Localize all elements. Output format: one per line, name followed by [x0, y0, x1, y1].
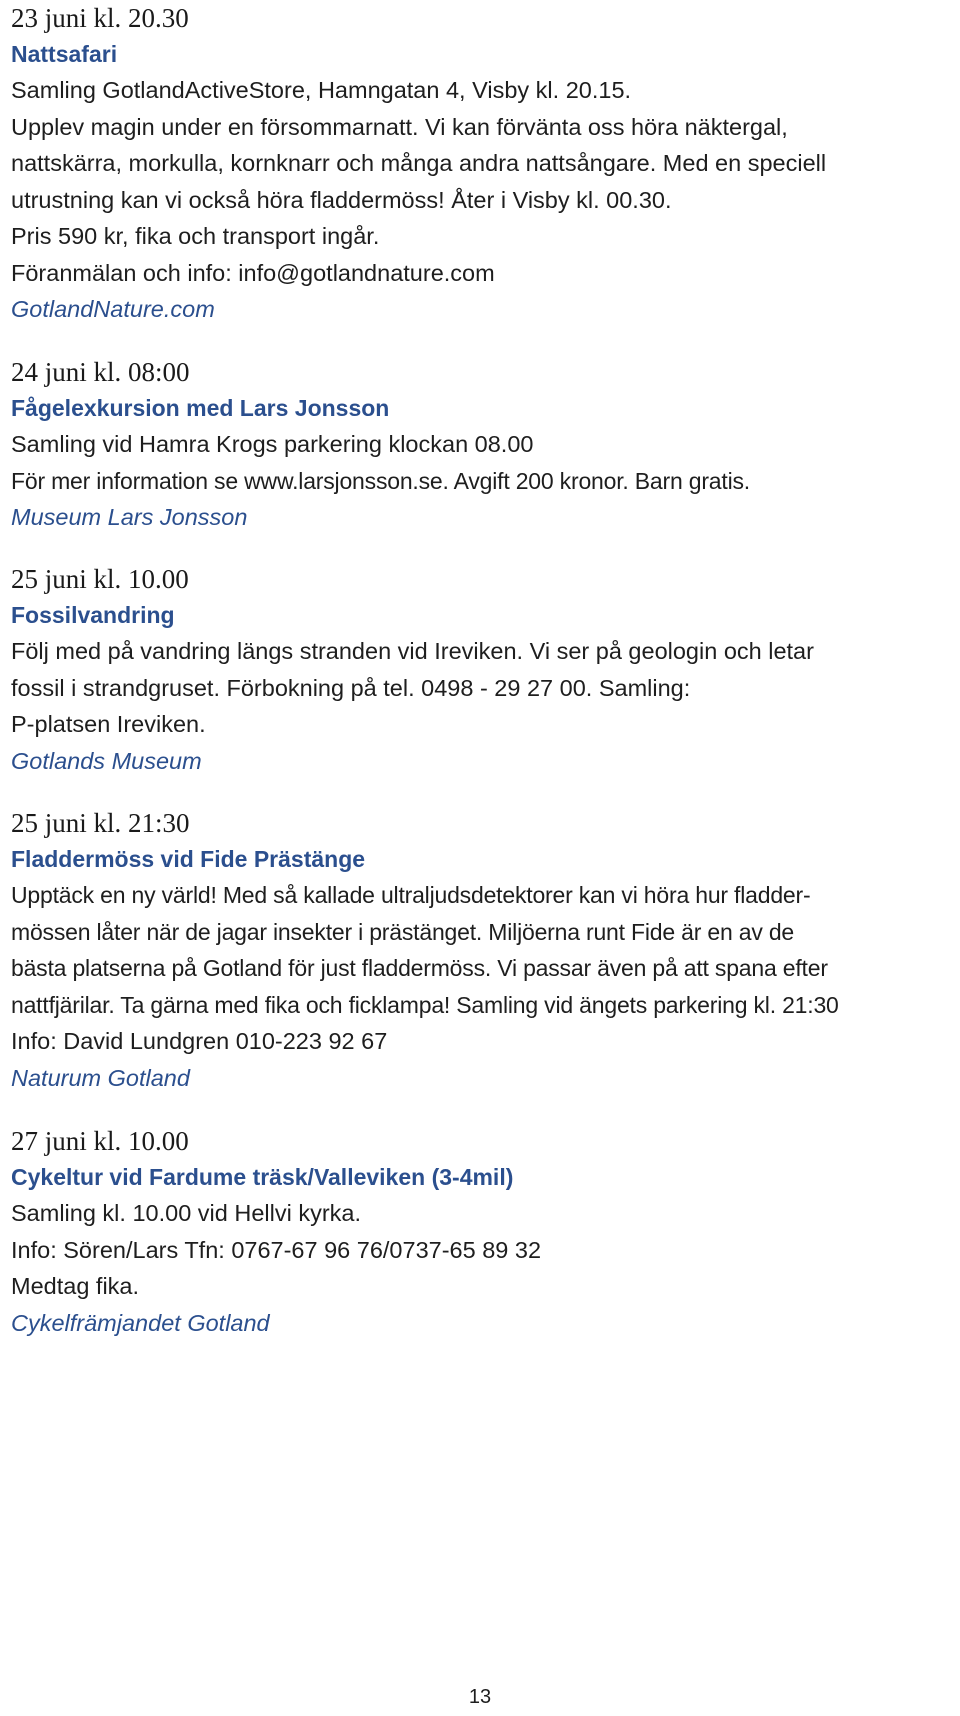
event-date: 25 juni kl. 21:30 — [11, 808, 190, 838]
event-date: 23 juni kl. 20.30 — [11, 3, 189, 33]
event-title: Fossilvandring — [11, 602, 175, 628]
event-fossilvandring — [11, 561, 814, 779]
event-organizer: Gotlands Museum — [11, 747, 202, 774]
event-text-line: Samling vid Hamra Krogs parkering klockan 08.00 — [11, 431, 534, 457]
event-organizer: Museum Lars Jonsson — [11, 504, 248, 530]
event-date: 25 juni kl. 10.00 — [11, 564, 189, 594]
event-text-line: Föranmälan och info: info@gotlandnature.com — [11, 259, 495, 286]
event-fagelexkursion — [11, 354, 750, 535]
event-title: Nattsafari — [11, 41, 118, 67]
event-text-line: Samling GotlandActiveStore, Hamngatan 4, Visby kl. 20.15. — [11, 77, 632, 103]
event-text-line: Pris 590 kr, fika och transport ingår. — [11, 223, 380, 249]
event-text-line: Info: David Lundgren 010-223 92 67 — [11, 1028, 388, 1054]
page-number: 13 — [468, 1686, 492, 1708]
event-text-line: Upplev magin under en försommarnatt. Vi kan förvänta oss höra näktergal, — [11, 113, 788, 140]
event-cykeltur — [11, 1123, 541, 1341]
event-text-line: Upptäck en ny värld! Med så kallade ultraljudsdetektorer kan vi höra hur fladder- — [11, 882, 811, 908]
event-nattsafari — [11, 0, 826, 327]
event-text-line: nattskärra, morkulla, kornknarr och många andra nattsångare. Med en speciell — [11, 150, 827, 176]
event-text-line: Info: Sören/Lars Tfn: 0767-67 96 76/0737-65 89 32 — [11, 1236, 542, 1263]
event-organizer: Naturum Gotland — [11, 1064, 190, 1091]
event-title: Fågelexkursion med Lars Jonsson — [11, 395, 390, 421]
event-text-line: Samling kl. 10.00 vid Hellvi kyrka. — [11, 1200, 362, 1226]
event-text-line: P-platsen Ireviken. — [11, 711, 206, 737]
event-organizer: Cykelfrämjandet Gotland — [11, 1309, 270, 1336]
event-organizer: GotlandNature.com — [11, 296, 215, 322]
event-title: Cykeltur vid Fardume träsk/Valleviken (3-4mil) — [11, 1164, 514, 1190]
event-text-line: utrustning kan vi också höra fladdermöss! Åter i Visby kl. 00.30. — [11, 186, 672, 213]
event-text-line: Medtag fika. — [11, 1273, 140, 1299]
event-text-line: nattfjärilar. Ta gärna med fika och ficklampa! Samling vid ängets parkering kl. 21:30 — [11, 991, 839, 1018]
event-date: 27 juni kl. 10.00 — [11, 1126, 189, 1156]
event-date: 24 juni kl. 08:00 — [11, 357, 190, 387]
event-text-line: För mer information se www.larsjonsson.se. Avgift 200 kronor. Barn gratis. — [11, 467, 750, 494]
event-fladdermoss — [11, 805, 839, 1096]
event-title: Fladdermöss vid Fide Prästänge — [11, 846, 366, 872]
event-text-line: bästa platserna på Gotland för just fladdermöss. Vi passar även på att spana efter — [11, 955, 828, 981]
event-text-line: mössen låter när de jagar insekter i prästänget. Miljöerna runt Fide är en av de — [11, 918, 795, 945]
event-text-line: Följ med på vandring längs stranden vid Ireviken. Vi ser på geologin och letar — [11, 638, 814, 664]
event-text-line: fossil i strandgruset. Förbokning på tel. 0498 - 29 27 00. Samling: — [11, 674, 691, 701]
